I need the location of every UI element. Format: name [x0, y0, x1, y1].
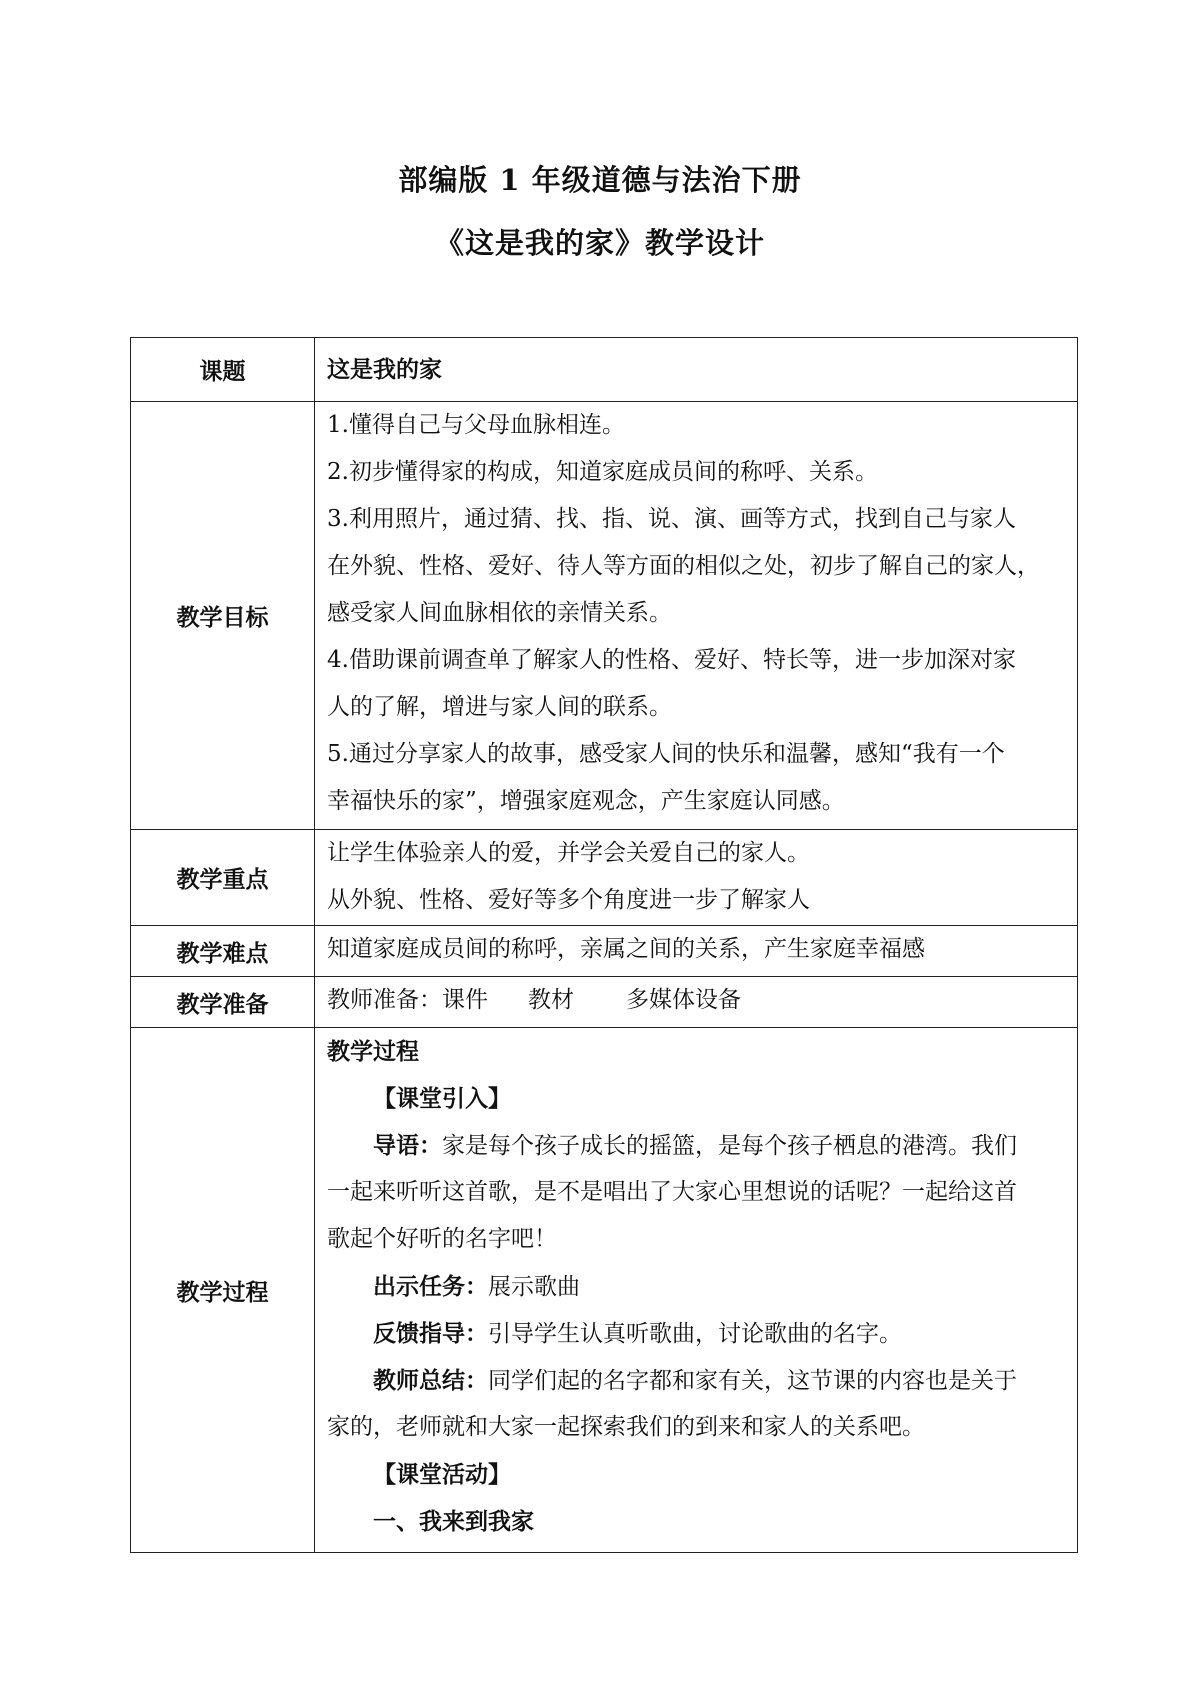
- topic-cell: [315, 338, 1078, 402]
- summary-label: 教师总结：: [373, 1367, 488, 1394]
- preparation-prefix: 教师准备：课件: [327, 987, 488, 1013]
- key-point-line: 让学生体验亲人的爱，并学会关爱自己的家人。: [327, 840, 810, 866]
- goal-line: 幸福快乐的家”，增强家庭观念，产生家庭认同感。: [327, 788, 845, 814]
- table-row-difficulties: [131, 926, 1078, 977]
- guide-paragraph: [327, 1122, 1067, 1169]
- section-heading-activity: 【课堂活动】: [373, 1461, 511, 1488]
- goal-line: 感受家人间血脉相依的亲情关系。: [327, 600, 672, 626]
- goal-line: 5.通过分享家人的故事，感受家人间的快乐和温馨，感知“我有一个: [327, 741, 1005, 767]
- page-subtitle: 《这是我的家》教学设计: [434, 226, 765, 260]
- part-heading: 一、我来到我家: [373, 1508, 534, 1535]
- table-row-key-points: [131, 830, 1078, 926]
- feedback-label: 反馈指导：: [373, 1320, 488, 1347]
- table-row-goals: [131, 402, 1078, 830]
- guide-text: 家是每个孩子成长的摇篮，是每个孩子栖息的港湾。我们: [442, 1133, 1017, 1159]
- guide-line: 一起来听听这首歌，是不是唱出了大家心里想说的话呢？一起给这首: [327, 1179, 1017, 1205]
- process-heading: 教学过程: [327, 1038, 419, 1065]
- goal-line: 2.初步懂得家的构成，知道家庭成员间的称呼、关系。: [327, 459, 878, 485]
- table-row-process: [131, 1028, 1078, 1553]
- guide-label: 导语：: [373, 1132, 442, 1159]
- page-title: 部编版 1 年级道德与法治下册: [398, 163, 802, 197]
- process-label: 教学过程: [131, 1028, 315, 1553]
- task-label: 出示任务：: [373, 1273, 488, 1300]
- table-row-topic: [131, 338, 1078, 402]
- key-point-line: 从外貌、性格、爱好等多个角度进一步了解家人: [327, 887, 810, 913]
- summary-paragraph: [327, 1357, 1067, 1404]
- guide-line: 歌起个好听的名字吧！: [327, 1226, 557, 1252]
- goal-line: 在外貌、性格、爱好、待人等方面的相似之处，初步了解自己的家人，: [327, 553, 1040, 579]
- goals-label: 教学目标: [131, 402, 315, 830]
- feedback-text: 引导学生认真听歌曲，讨论歌曲的名字。: [488, 1321, 902, 1347]
- topic-label: 课题: [131, 338, 315, 402]
- preparation-item-textbook: 教材: [528, 987, 574, 1013]
- goals-cell: [315, 402, 1078, 830]
- feedback-paragraph: [327, 1310, 1067, 1357]
- preparation-cell: [315, 977, 1078, 1028]
- summary-line: 家的，老师就和大家一起探索我们的到来和家人的关系吧。: [327, 1414, 925, 1440]
- difficulties-cell: [315, 926, 1078, 977]
- task-text: 展示歌曲: [488, 1274, 580, 1300]
- goal-line: 人的了解，增进与家人间的联系。: [327, 694, 672, 720]
- goal-line: 4.借助课前调查单了解家人的性格、爱好、特长等，进一步加深对家: [327, 647, 1016, 673]
- preparation-item-multimedia: 多媒体设备: [626, 987, 741, 1013]
- task-paragraph: [327, 1263, 1067, 1310]
- process-cell: [315, 1028, 1078, 1553]
- preparation-text: [327, 977, 1067, 1024]
- key-points-label: 教学重点: [131, 830, 315, 926]
- key-points-cell: [315, 830, 1078, 926]
- goal-line: 1.懂得自己与父母血脉相连。: [327, 412, 625, 438]
- section-heading-intro: 【课堂引入】: [373, 1085, 511, 1112]
- goal-line: 3.利用照片，通过猜、找、指、说、演、画等方式，找到自己与家人: [327, 506, 1016, 532]
- summary-text: 同学们起的名字都和家有关，这节课的内容也是关于: [488, 1368, 1017, 1394]
- difficulties-text: 知道家庭成员间的称呼，亲属之间的关系，产生家庭幸福感: [327, 936, 925, 962]
- difficulties-label: 教学难点: [131, 926, 315, 977]
- preparation-label: 教学准备: [131, 977, 315, 1028]
- table-row-preparation: [131, 977, 1078, 1028]
- topic-value: 这是我的家: [327, 356, 442, 383]
- lesson-plan-table: [130, 337, 1078, 1553]
